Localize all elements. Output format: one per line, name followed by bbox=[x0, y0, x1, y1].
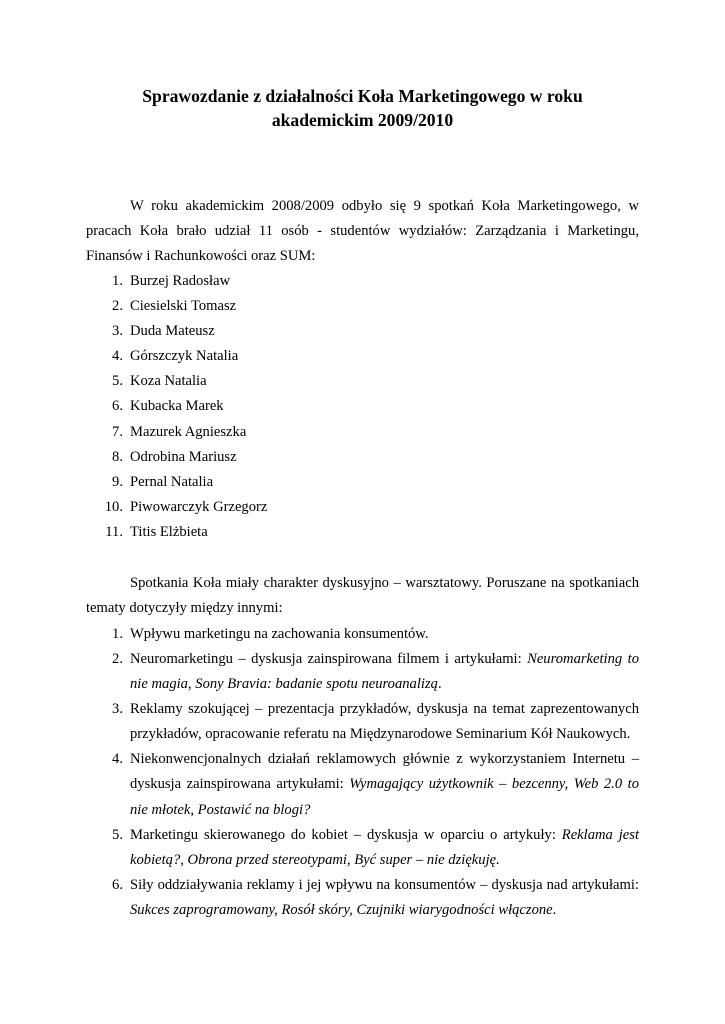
list-item: 6. Siły oddziaływania reklamy i jej wpływu na konsumentów – dyskusja nad artykułami: Sukces zaprogramowany, Rosół skóry, Czujniki wiarygodności włączone. bbox=[112, 876, 639, 919]
article-titles: Sukces zaprogramowany, Rosół skóry, Czujniki wiarygodności włączone bbox=[130, 902, 553, 919]
member-name: Koza Natalia bbox=[130, 373, 207, 390]
title-line-2: akademickim 2009/2010 bbox=[271, 110, 454, 130]
topic-text: Niekonwencjonalnych działań reklamowych głównie z wykorzystaniem Internetu – dyskusja zainspirowana artykułami: bbox=[130, 751, 639, 793]
period: . bbox=[437, 676, 442, 693]
member-name: Kubacka Marek bbox=[130, 398, 224, 415]
list-item: 3. Duda Mateusz bbox=[112, 323, 215, 340]
member-name: Titis Elżbieta bbox=[130, 523, 208, 540]
article-title: Neuromarketing to nie magia bbox=[130, 651, 639, 693]
member-name: Mazurek Agnieszka bbox=[130, 423, 247, 440]
list-item: 5. Marketingu skierowanego do kobiet – dyskusja w oparciu o artykuły: Reklama jest kobietą?, Obrona przed stereotypami, Być super – nie dziękuję. bbox=[112, 826, 639, 869]
list-item: 8. Odrobina Mariusz bbox=[112, 448, 237, 465]
list-item: 10. Piwowarczyk Grzegorz bbox=[104, 498, 268, 515]
meetings-text: Spotkania Koła miały charakter dyskusyjno – warsztatowy. Poruszane na spotkaniach tematy dotyczyły między innymi: bbox=[86, 575, 639, 617]
list-item: 2. Ciesielski Tomasz bbox=[112, 298, 237, 315]
topic-text: Marketingu skierowanego do kobiet – dyskusja w oparciu o artykuły: bbox=[130, 826, 562, 843]
period: . bbox=[552, 902, 557, 919]
member-name: Odrobina Mariusz bbox=[130, 448, 237, 465]
list-item: 2. Neuromarketingu – dyskusja zainspirowana filmem i artykułami: Neuromarketing to nie magia, Sony Bravia: badanie spotu neuroanalizą. bbox=[112, 651, 639, 693]
topic-text: Siły oddziaływania reklamy i jej wpływu na konsumentów – dyskusja nad artykułami: bbox=[130, 876, 639, 893]
article-title: Sony Bravia: badanie spotu neuroanalizą bbox=[195, 676, 438, 693]
article-titles: Reklama jest kobietą?, Obrona przed stereotypami, Być super – nie dziękuję. bbox=[130, 826, 639, 869]
list-item: 9. Pernal Natalia bbox=[112, 473, 214, 490]
list-item: 1. Wpływu marketingu na zachowania konsumentów. bbox=[112, 626, 429, 642]
member-name: Ciesielski Tomasz bbox=[130, 298, 237, 315]
list-item: 11. Titis Elżbieta bbox=[105, 523, 208, 540]
article-titles: Wymagający użytkownik – bezcenny, Web 2.0 to nie młotek, Postawić na blogi? bbox=[130, 776, 639, 818]
list-item: 3. Reklamy szokującej – prezentacja przykładów, dyskusja na temat zaprezentowanych przykładów, opracowanie referatu na Międzynarodowe Seminarium Kół Naukowych. bbox=[112, 701, 639, 743]
member-name: Pernal Natalia bbox=[130, 473, 214, 490]
list-item: 5. Koza Natalia bbox=[112, 373, 207, 390]
topic-text: Reklamy szokującej – prezentacja przykładów, dyskusja na temat zaprezentowanych przykładów, opracowanie referatu na Międzynarodowe Seminarium Kół Naukowych. bbox=[130, 701, 639, 743]
list-item: 7. Mazurek Agnieszka bbox=[112, 423, 247, 440]
member-name: Górszczyk Natalia bbox=[130, 348, 239, 365]
separator: , bbox=[187, 676, 196, 693]
title-line-1: Sprawozdanie z działalności Koła Marketingowego w roku bbox=[142, 86, 583, 106]
list-item: 6. Kubacka Marek bbox=[112, 398, 224, 415]
intro-paragraph bbox=[86, 194, 639, 270]
member-name: Piwowarczyk Grzegorz bbox=[130, 498, 268, 515]
intro-text: W roku akademickim 2008/2009 odbyło się 9 spotkań Koła Marketingowego, w pracach Koła brało udział 11 osób - studentów wydziałów: Zarządzania i Marketingu, Finansów i Rachunkowości oraz SUM: bbox=[86, 198, 639, 265]
topic-text: Neuromarketingu – dyskusja zainspirowana filmem i artykułami: bbox=[130, 651, 528, 668]
member-name: Duda Mateusz bbox=[130, 323, 215, 340]
members-list bbox=[86, 269, 639, 545]
topic-text: Wpływu marketingu na zachowania konsumentów. bbox=[130, 626, 429, 642]
list-item: 1. Burzej Radosław bbox=[112, 273, 231, 289]
topics-list bbox=[86, 622, 639, 923]
meetings-paragraph bbox=[86, 571, 639, 621]
document-title bbox=[86, 84, 639, 132]
member-name: Burzej Radosław bbox=[130, 273, 231, 289]
list-item: 4. Górszczyk Natalia bbox=[112, 348, 239, 365]
list-item: 4. Niekonwencjonalnych działań reklamowych głównie z wykorzystaniem Internetu – dyskusja zainspirowana artykułami: Wymagający użytkownik – bezcenny, Web 2.0 to nie młotek, Postawić na blogi? bbox=[112, 751, 639, 818]
